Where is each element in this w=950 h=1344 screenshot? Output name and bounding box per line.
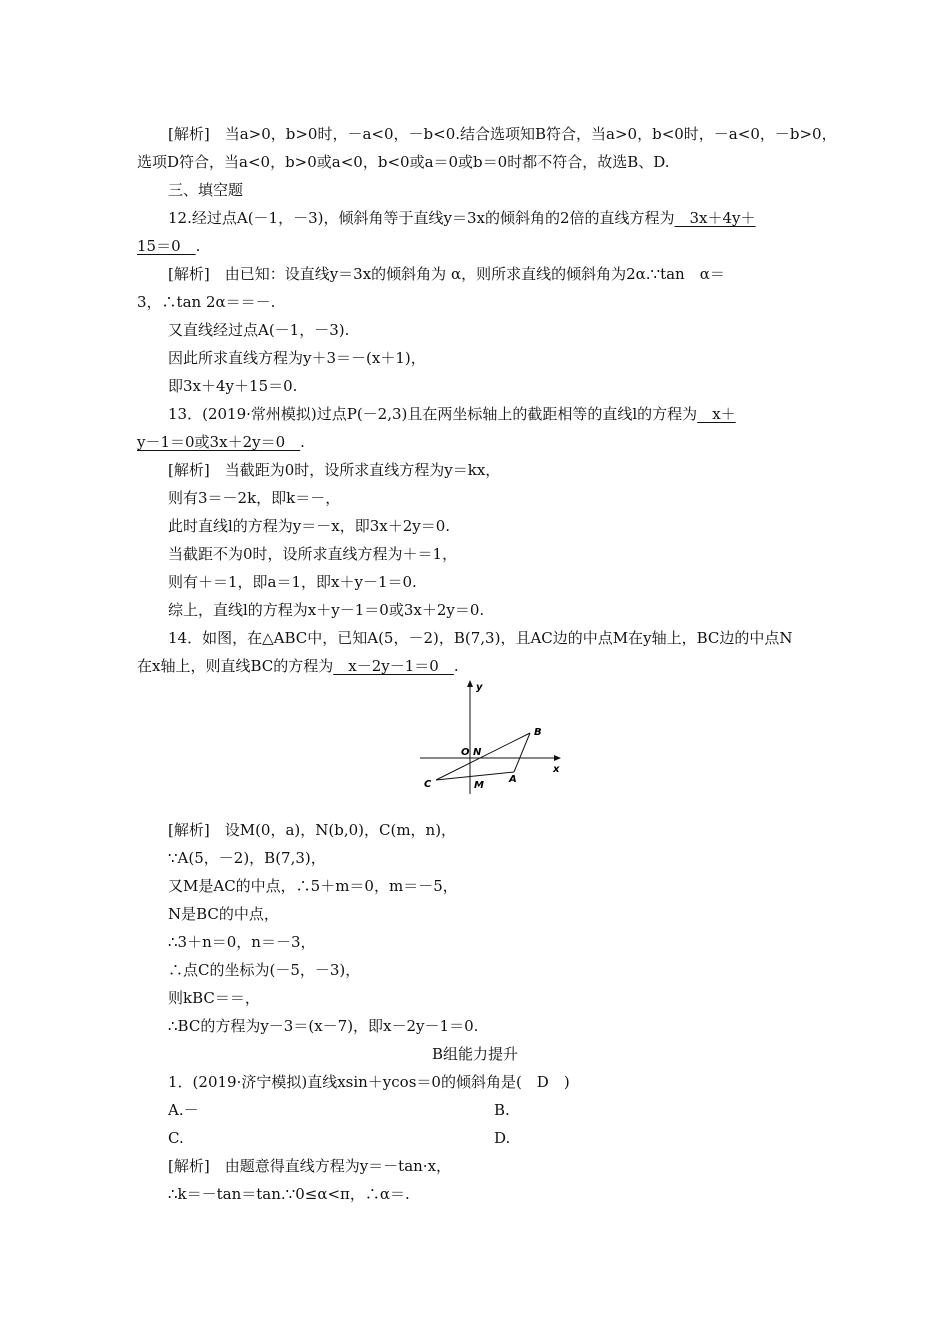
period: . (300, 433, 305, 451)
x-axis-arrow (554, 755, 561, 761)
period: . (195, 237, 201, 255)
segment-ba (514, 733, 530, 772)
option-b: B. (494, 1101, 510, 1119)
text-line: N是BC的中点， (168, 905, 279, 923)
question-b1: 1．(2019·济宁模拟)直线xsin＋ycos＝0的倾斜角是( D ) (168, 1073, 570, 1091)
section-heading: 三、填空题 (168, 181, 244, 199)
answer-blank: 15＝0 (137, 237, 196, 255)
text-line: 3，∴tan 2α＝＝－. (137, 293, 276, 311)
text-line: 则kBC＝＝， (168, 989, 260, 1007)
label-c: C (424, 779, 432, 790)
option-d: D. (494, 1129, 511, 1147)
triangle-figure (418, 676, 568, 798)
label-x: x (553, 764, 560, 775)
question-text: 在x轴上，则直线BC的方程为 (137, 657, 334, 675)
question-14: 14．如图，在△ABC中，已知A(5，－2)，B(7,3)，且AC边的中点M在y轴上，BC边的中点N (168, 629, 793, 647)
text-line: ∵A(5，－2)，B(7,3)， (168, 849, 326, 867)
option-a: A.－ (168, 1101, 199, 1119)
question-text: 13．(2019·常州模拟)过点P(－2,3)且在两坐标轴上的截距相等的直线l的方程为 (168, 405, 698, 423)
option-c: C. (168, 1129, 184, 1147)
text-line: 综上，直线l的方程为x＋y－1＝0或3x＋2y＝0. (168, 601, 485, 619)
answer-blank: y－1＝0或3x＋2y＝0 (137, 433, 301, 451)
text-line: [解析] 设M(0，a)，N(b,0)，C(m，n)， (168, 821, 457, 839)
section-heading: B组能力提升 (431, 1045, 519, 1063)
text-line: 又直线经过点A(－1，－3). (168, 321, 350, 339)
label-o: O (461, 747, 470, 758)
text-line: 又M是AC的中点，∴5＋m＝0，m＝－5， (168, 877, 458, 895)
question-13 (168, 404, 736, 424)
answer-blank: x＋ (697, 405, 736, 423)
text-line: ∴3＋n＝0，n＝－3， (168, 933, 316, 951)
text-line: ∴点C的坐标为(－5，－3)， (168, 961, 361, 979)
period: . (453, 657, 459, 675)
text-line: ∴k＝－tan＝tan.∵0≤α<π，∴α＝. (168, 1185, 410, 1203)
label-m: M (474, 780, 484, 791)
text-line: 此时直线l的方程为y＝－x，即3x＋2y＝0. (168, 517, 451, 535)
question-12 (168, 208, 756, 228)
text-line: [解析] 当a>0，b>0时，－a<0，－b<0.结合选项知B符合，当a>0，b<0时，－a<0，－b>0， (168, 125, 837, 143)
label-b: B (534, 727, 542, 738)
text-line: [解析] 由题意得直线方程为y＝－tan·x， (168, 1157, 452, 1175)
answer-blank: x－2y－1＝0 (333, 657, 454, 675)
text-line: [解析] 当截距为0时，设所求直线方程为y＝kx， (168, 461, 501, 479)
y-axis-arrow (467, 680, 473, 687)
question-13-cont (137, 432, 305, 452)
text-line: 选项D符合，当a<0，b>0或a<0，b<0或a＝0或b＝0时都不符合，故选B、D. (137, 153, 670, 171)
label-y: y (476, 682, 483, 693)
text-line: 则有＋＝1，即a＝1，即x＋y－1＝0. (168, 573, 417, 591)
answer-blank: 3x＋4y＋ (674, 209, 756, 227)
text-line: 因此所求直线方程为y＋3＝－(x＋1)， (168, 349, 426, 367)
label-n: N (473, 747, 482, 758)
label-a: A (509, 774, 517, 785)
question-text: 12.经过点A(－1，－3)，倾斜角等于直线y＝3x的倾斜角的2倍的直线方程为 (168, 209, 675, 227)
text-line: 当截距不为0时，设所求直线方程为＋＝1， (168, 545, 458, 563)
question-12-cont (137, 236, 200, 256)
segment-ac (436, 772, 514, 780)
text-line: 即3x＋4y＋15＝0. (168, 377, 298, 395)
text-line: 则有3＝－2k，即k＝－， (168, 489, 341, 507)
text-line: ∴BC的方程为y－3＝(x－7)，即x－2y－1＝0. (168, 1017, 479, 1035)
segment-cb (436, 733, 530, 780)
question-14-cont (137, 656, 459, 676)
text-line: [解析] 由已知：设直线y＝3x的倾斜角为 α，则所求直线的倾斜角为2α.∵tan α＝ (168, 265, 725, 283)
